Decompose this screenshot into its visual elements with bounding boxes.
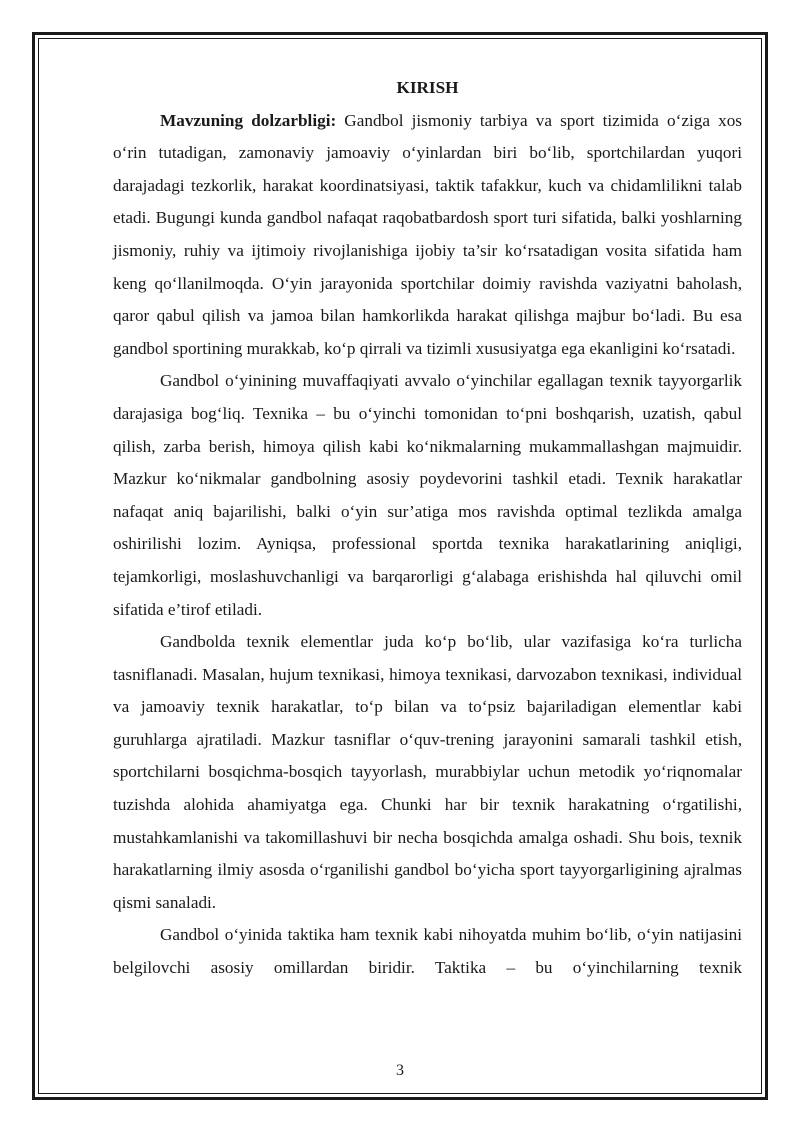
paragraph-lead: Mavzuning dolzarbligi: xyxy=(160,110,337,130)
paragraph-tactics: Gandbol o‘yinida taktika ham texnik kabi nihoyatda muhim bo‘lib, o‘yin natijasini belgilovchi asosiy omillardan biridir. Taktika – bu o‘yinchilarning texnik xyxy=(113,925,742,978)
paragraph-text: Gandbol jismoniy tarbiya va sport tizimida o‘ziga xos o‘rin tutadigan, zamonaviy jamoaviy o‘yinlardan biri bo‘lib, sportchilardan yuqori darajadagi tezkorlik, harakat koordinatsiyasi, taktik tafakkur, kuch va chidamlilikni talab etadi. Bugungi kunda gandbol nafaqat raqobatbardosh sport turi sifatida, balki yoshlarning jismoniy, ruhiy va ijtimoiy rivojlanishiga ijobiy ta’sir ko‘rsatadigan vosita sifatida ham keng qo‘llanilmoqda. O‘yin jarayonida sportchilar doimiy ravishda vaziyatni baholash, qaror qabul qilish va jamoa bilan hamkorlikda harakat qilishga majbur bo‘ladi. Bu esa gandbol sportining murakkab, ko‘p qirrali va tizimli xususiyatga ega ekanligini ko‘rsatadi. xyxy=(113,110,742,358)
paragraph-relevance xyxy=(113,105,742,366)
page-number: 3 xyxy=(396,1062,404,1079)
document-title: KIRISH xyxy=(396,78,459,97)
paragraph-technical-elements: Gandbolda texnik elementlar juda ko‘p bo‘lib, ular vazifasiga ko‘ra turlicha tasniflanadi. Masalan, hujum texnikasi, himoya texnikasi, darvozabon texnikasi, individual va jamoaviy texnik harakatlar, to‘p bilan va to‘psiz bajariladigan elementlar kabi guruhlarga ajratiladi. Mazkur tasniflar o‘quv-trening jarayonini samarali tashkil etish, sportchilarni bosqichma-bosqich tayyorlash, murabbiylar uchun metodik yo‘riqnomalar tuzishda alohida ahamiyatga ega. Chunki har bir texnik harakatning o‘rgatilishi, mustahkamlanishi va takomillashuvi bir necha bosqichda amalga oshadi. Shu bois, texnik harakatlarning ilmiy asosda o‘rganilishi gandbol bo‘yicha sport tayyorgarligining ajralmas qismi sanaladi. xyxy=(113,632,742,912)
paragraph-technique-success: Gandbol o‘yinining muvaffaqiyati avvalo o‘yinchilar egallagan texnik tayyorgarlik darajasiga bog‘liq. Texnika – bu o‘yinchi tomonidan to‘pni boshqarish, uzatish, qabul qilish, zarba berish, himoya qilish kabi ko‘nikmalarning mukammallashgan majmuidir. Mazkur ko‘nikmalar gandbolning asosiy poydevorini tashkil etadi. Texnik harakatlar nafaqat aniq bajarilishi, balki o‘yin sur’atiga mos ravishda optimal tezlikda amalga oshirilishi lozim. Ayniqsa, professional sportda texnika harakatlarining aniqligi, tejamkorligi, moslashuvchanligi va barqarorligi g‘alabaga erishishda hal qiluvchi omil sifatida e’tirof etiladi. xyxy=(113,371,742,619)
document-body xyxy=(113,72,742,985)
